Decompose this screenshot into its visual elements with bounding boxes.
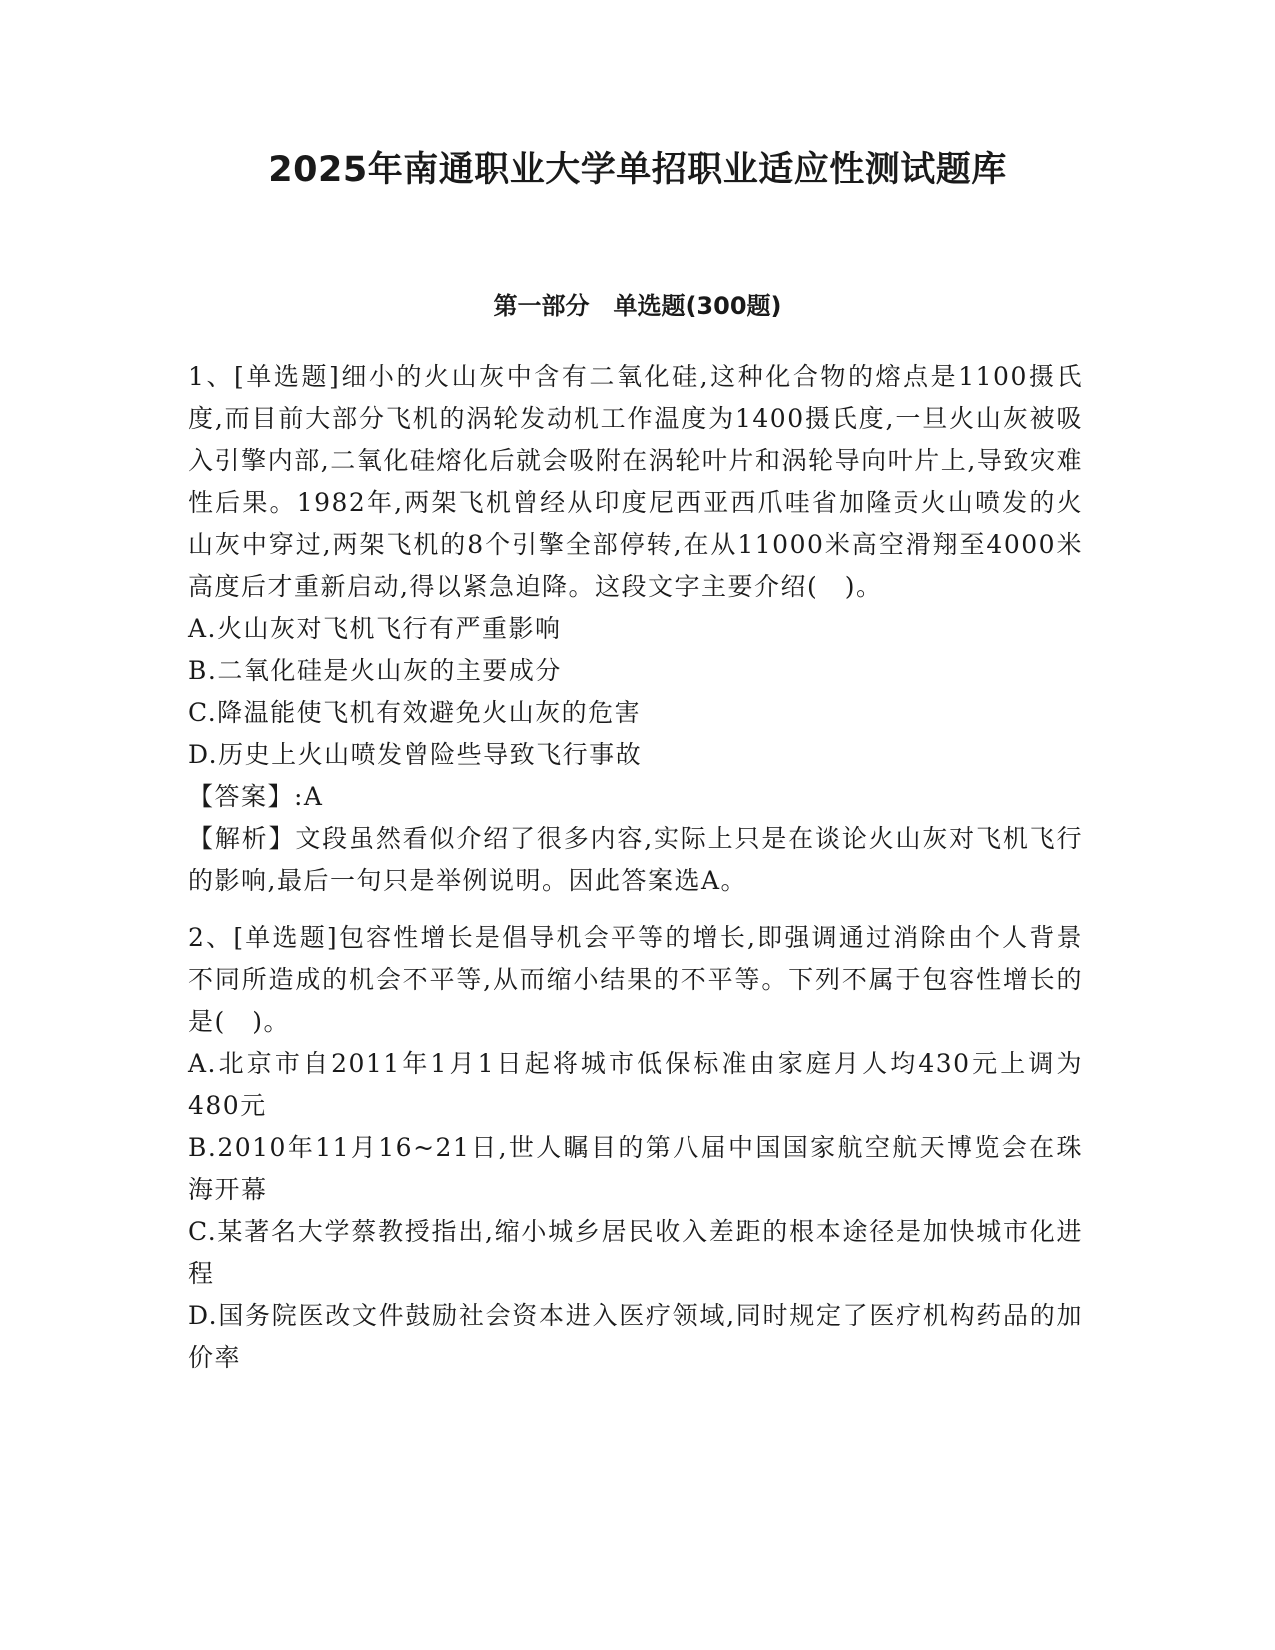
option-c: C.某著名大学蔡教授指出,缩小城乡居民收入差距的根本途径是加快城市化进程: [188, 1217, 1083, 1288]
option-d: D.国务院医改文件鼓励社会资本进入医疗领域,同时规定了医疗机构药品的加价率: [188, 1301, 1083, 1372]
question-stem: 1、[单选题]细小的火山灰中含有二氧化硅,这种化合物的熔点是1100摄氏度,而目前大部分飞机的涡轮发动机工作温度为1400摄氏度,一旦火山灰被吸入引擎内部,二氧化硅熔化后就会吸附在涡轮叶片和涡轮导向叶片上,导致灾难性后果。1982年,两架飞机曾经从印度尼西亚西爪哇省加隆贡火山喷发的火山灰中穿过,两架飞机的8个引擎全部停转,在从11000米高空滑翔至4000米高度后才重新启动,得以紧急迫降。这段文字主要介绍( )。: [188, 362, 1083, 601]
option-b: B.二氧化硅是火山灰的主要成分: [188, 656, 562, 685]
option-b: B.2010年11月16~21日,世人瞩目的第八届中国国家航空航天博览会在珠海开幕: [188, 1133, 1083, 1204]
answer-line: 【答案】:A: [188, 782, 324, 811]
option-a: A.北京市自2011年1月1日起将城市低保标准由家庭月人均430元上调为480元: [188, 1049, 1083, 1120]
document-title: 2025年南通职业大学单招职业适应性测试题库: [268, 150, 1007, 190]
section-title: 第一部分 单选题(300题): [493, 292, 782, 320]
option-a: A.火山灰对飞机飞行有严重影响: [188, 614, 562, 643]
question-stem: 2、[单选题]包容性增长是倡导机会平等的增长,即强调通过消除由个人背景不同所造成的机会不平等,从而缩小结果的不平等。下列不属于包容性增长的是( )。: [188, 923, 1083, 1036]
option-d: D.历史上火山喷发曾险些导致飞行事故: [188, 740, 643, 769]
question-2: [188, 917, 1083, 1379]
analysis-line: 【解析】文段虽然看似介绍了很多内容,实际上只是在谈论火山灰对飞机飞行的影响,最后一句只是举例说明。因此答案选A。: [188, 824, 1083, 895]
option-c: C.降温能使飞机有效避免火山灰的危害: [188, 698, 642, 727]
question-1: [188, 356, 1083, 902]
question-list: [188, 356, 1083, 1379]
